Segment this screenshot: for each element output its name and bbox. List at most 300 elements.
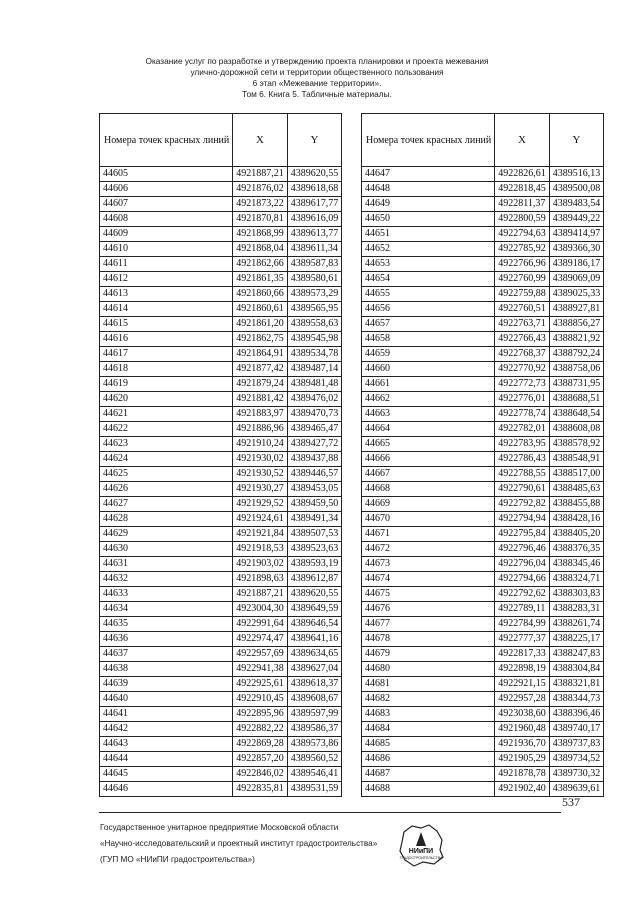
x-coordinate-cell: 4922760,99 bbox=[495, 272, 550, 287]
y-coordinate-cell: 4388303,83 bbox=[549, 587, 604, 602]
point-number-cell: 44645 bbox=[100, 767, 233, 782]
y-coordinate-cell: 4389483,54 bbox=[549, 197, 604, 212]
y-coordinate-cell: 4388396,46 bbox=[549, 707, 604, 722]
point-number-cell: 44646 bbox=[100, 782, 233, 797]
y-coordinate-cell: 4389481,48 bbox=[287, 377, 342, 392]
x-coordinate-cell: 4921930,52 bbox=[233, 467, 288, 482]
y-coordinate-cell: 4389646,54 bbox=[287, 617, 342, 632]
y-coordinate-cell: 4389500,08 bbox=[549, 182, 604, 197]
y-coordinate-cell: 4389618,68 bbox=[287, 182, 342, 197]
y-coordinate-cell: 4389186,17 bbox=[549, 257, 604, 272]
table-row bbox=[100, 317, 342, 332]
point-number-cell: 44655 bbox=[362, 287, 495, 302]
point-number-cell: 44662 bbox=[362, 392, 495, 407]
y-coordinate-cell: 4389740,17 bbox=[549, 722, 604, 737]
x-coordinate-cell: 4922794,94 bbox=[495, 512, 550, 527]
x-coordinate-cell: 4922763,71 bbox=[495, 317, 550, 332]
x-coordinate-cell: 4922835,81 bbox=[233, 782, 288, 797]
table-row bbox=[100, 677, 342, 692]
x-coordinate-cell: 4921898,63 bbox=[233, 572, 288, 587]
x-coordinate-cell: 4922921,15 bbox=[495, 677, 550, 692]
point-number-cell: 44669 bbox=[362, 497, 495, 512]
table-row bbox=[100, 782, 342, 797]
y-coordinate-cell: 4388455,88 bbox=[549, 497, 604, 512]
table-row bbox=[100, 737, 342, 752]
point-number-cell: 44675 bbox=[362, 587, 495, 602]
x-coordinate-cell: 4921910,24 bbox=[233, 437, 288, 452]
header-line-3: 6 этап «Межевание территории». bbox=[252, 78, 382, 88]
table-row bbox=[100, 287, 342, 302]
table-row bbox=[100, 557, 342, 572]
x-coordinate-cell: 4922783,95 bbox=[495, 437, 550, 452]
footer-line-1: Государственное унитарное предприятие Московской области bbox=[100, 823, 339, 832]
point-number-cell: 44608 bbox=[100, 212, 233, 227]
table-row bbox=[362, 647, 604, 662]
point-number-cell: 44620 bbox=[100, 392, 233, 407]
y-coordinate-cell: 4389573,86 bbox=[287, 737, 342, 752]
table-row bbox=[362, 617, 604, 632]
x-coordinate-cell: 4922785,92 bbox=[495, 242, 550, 257]
table-row bbox=[362, 272, 604, 287]
table-row bbox=[362, 212, 604, 227]
table-row bbox=[362, 197, 604, 212]
table-row bbox=[362, 347, 604, 362]
point-number-cell: 44681 bbox=[362, 677, 495, 692]
point-number-cell: 44610 bbox=[100, 242, 233, 257]
point-number-cell: 44676 bbox=[362, 602, 495, 617]
table-row bbox=[362, 737, 604, 752]
x-coordinate-cell: 4922826,61 bbox=[495, 167, 550, 182]
x-coordinate-cell: 4921918,53 bbox=[233, 542, 288, 557]
y-coordinate-cell: 4389616,09 bbox=[287, 212, 342, 227]
x-coordinate-cell: 4921864,91 bbox=[233, 347, 288, 362]
point-number-cell: 44616 bbox=[100, 332, 233, 347]
y-coordinate-cell: 4389593,19 bbox=[287, 557, 342, 572]
y-coordinate-cell: 4389470,73 bbox=[287, 407, 342, 422]
x-coordinate-cell: 4921921,84 bbox=[233, 527, 288, 542]
x-coordinate-cell: 4921862,66 bbox=[233, 257, 288, 272]
x-coordinate-cell: 4922957,28 bbox=[495, 692, 550, 707]
point-number-cell: 44629 bbox=[100, 527, 233, 542]
point-number-cell: 44618 bbox=[100, 362, 233, 377]
logo-text: НИиПИ bbox=[408, 848, 434, 855]
x-coordinate-cell: 4922766,43 bbox=[495, 332, 550, 347]
table-row bbox=[362, 482, 604, 497]
point-number-cell: 44659 bbox=[362, 347, 495, 362]
x-coordinate-cell: 4921903,02 bbox=[233, 557, 288, 572]
point-number-cell: 44657 bbox=[362, 317, 495, 332]
table-row bbox=[362, 407, 604, 422]
x-coordinate-cell: 4922768,37 bbox=[495, 347, 550, 362]
point-number-cell: 44612 bbox=[100, 272, 233, 287]
y-coordinate-cell: 4388345,46 bbox=[549, 557, 604, 572]
y-coordinate-cell: 4389565,95 bbox=[287, 302, 342, 317]
x-coordinate-cell: 4922974,47 bbox=[233, 632, 288, 647]
point-number-cell: 44605 bbox=[100, 167, 233, 182]
x-coordinate-cell: 4921868,04 bbox=[233, 242, 288, 257]
point-number-cell: 44643 bbox=[100, 737, 233, 752]
x-coordinate-cell: 4921861,20 bbox=[233, 317, 288, 332]
point-number-cell: 44668 bbox=[362, 482, 495, 497]
table-row bbox=[100, 182, 342, 197]
table-row bbox=[362, 752, 604, 767]
point-number-cell: 44678 bbox=[362, 632, 495, 647]
y-coordinate-cell: 4389523,63 bbox=[287, 542, 342, 557]
y-coordinate-cell: 4389573,29 bbox=[287, 287, 342, 302]
table-row bbox=[362, 512, 604, 527]
y-coordinate-cell: 4389546,41 bbox=[287, 767, 342, 782]
y-coordinate-cell: 4389611,34 bbox=[287, 242, 342, 257]
x-coordinate-cell: 4922776,01 bbox=[495, 392, 550, 407]
point-number-cell: 44628 bbox=[100, 512, 233, 527]
x-coordinate-cell: 4921929,52 bbox=[233, 497, 288, 512]
table-row bbox=[100, 542, 342, 557]
y-coordinate-cell: 4389446,57 bbox=[287, 467, 342, 482]
y-coordinate-cell: 4389641,16 bbox=[287, 632, 342, 647]
point-number-cell: 44667 bbox=[362, 467, 495, 482]
table-row bbox=[362, 317, 604, 332]
y-coordinate-cell: 4388578,92 bbox=[549, 437, 604, 452]
x-coordinate-cell: 4921877,42 bbox=[233, 362, 288, 377]
point-number-cell: 44624 bbox=[100, 452, 233, 467]
table-row bbox=[362, 332, 604, 347]
x-coordinate-cell: 4921936,70 bbox=[495, 737, 550, 752]
point-number-cell: 44625 bbox=[100, 467, 233, 482]
point-number-cell: 44677 bbox=[362, 617, 495, 632]
point-number-cell: 44663 bbox=[362, 407, 495, 422]
logo-subtext: ГРАДОСТРОИТЕЛЬСТВА bbox=[399, 856, 443, 860]
point-number-cell: 44673 bbox=[362, 557, 495, 572]
point-number-cell: 44617 bbox=[100, 347, 233, 362]
y-coordinate-cell: 4389476,02 bbox=[287, 392, 342, 407]
y-coordinate-cell: 4388247,83 bbox=[549, 647, 604, 662]
table-row bbox=[362, 632, 604, 647]
x-coordinate-cell: 4922760,51 bbox=[495, 302, 550, 317]
x-coordinate-cell: 4921860,66 bbox=[233, 287, 288, 302]
point-number-cell: 44652 bbox=[362, 242, 495, 257]
y-coordinate-cell: 4389620,55 bbox=[287, 167, 342, 182]
point-number-cell: 44661 bbox=[362, 377, 495, 392]
y-coordinate-cell: 4389634,65 bbox=[287, 647, 342, 662]
table-row bbox=[100, 617, 342, 632]
table-row bbox=[100, 452, 342, 467]
x-coordinate-cell: 4922789,11 bbox=[495, 602, 550, 617]
table-row bbox=[362, 722, 604, 737]
header-line-1: Оказание услуг по разработке и утверждению проекта планировки и проекта межевания bbox=[145, 56, 489, 66]
y-coordinate-cell: 4389507,53 bbox=[287, 527, 342, 542]
x-coordinate-cell: 4922782,01 bbox=[495, 422, 550, 437]
x-coordinate-cell: 4922792,82 bbox=[495, 497, 550, 512]
table-row bbox=[362, 242, 604, 257]
table-row bbox=[362, 662, 604, 677]
x-coordinate-cell: 4921887,21 bbox=[233, 167, 288, 182]
point-number-cell: 44627 bbox=[100, 497, 233, 512]
y-coordinate-cell: 4389449,22 bbox=[549, 212, 604, 227]
y-coordinate-cell: 4389620,55 bbox=[287, 587, 342, 602]
y-coordinate-cell: 4389618,37 bbox=[287, 677, 342, 692]
y-coordinate-cell: 4389487,14 bbox=[287, 362, 342, 377]
table-row bbox=[100, 212, 342, 227]
y-coordinate-cell: 4389613,77 bbox=[287, 227, 342, 242]
point-number-cell: 44674 bbox=[362, 572, 495, 587]
y-coordinate-cell: 4388927,81 bbox=[549, 302, 604, 317]
x-coordinate-cell: 4922846,02 bbox=[233, 767, 288, 782]
table-row bbox=[100, 587, 342, 602]
table-row bbox=[100, 407, 342, 422]
y-coordinate-cell: 4388376,35 bbox=[549, 542, 604, 557]
y-coordinate-cell: 4389558,63 bbox=[287, 317, 342, 332]
y-coordinate-cell: 4388821,92 bbox=[549, 332, 604, 347]
x-coordinate-cell: 4922882,22 bbox=[233, 722, 288, 737]
y-coordinate-cell: 4388731,95 bbox=[549, 377, 604, 392]
table-row bbox=[362, 602, 604, 617]
x-coordinate-cell: 4921879,24 bbox=[233, 377, 288, 392]
y-coordinate-cell: 4389465,47 bbox=[287, 422, 342, 437]
table-row bbox=[100, 437, 342, 452]
x-coordinate-cell: 4922766,96 bbox=[495, 257, 550, 272]
table-row bbox=[362, 677, 604, 692]
table-row bbox=[362, 767, 604, 782]
table-row bbox=[362, 527, 604, 542]
x-coordinate-cell: 4921887,21 bbox=[233, 587, 288, 602]
table-row bbox=[100, 632, 342, 647]
point-number-cell: 44626 bbox=[100, 482, 233, 497]
y-coordinate-cell: 4388648,54 bbox=[549, 407, 604, 422]
y-coordinate-cell: 4388792,24 bbox=[549, 347, 604, 362]
table-row bbox=[100, 227, 342, 242]
point-number-cell: 44671 bbox=[362, 527, 495, 542]
x-coordinate-cell: 4921905,29 bbox=[495, 752, 550, 767]
table-row bbox=[100, 362, 342, 377]
x-coordinate-cell: 4921860,61 bbox=[233, 302, 288, 317]
point-number-cell: 44660 bbox=[362, 362, 495, 377]
table-row bbox=[100, 497, 342, 512]
x-coordinate-cell: 4923038,60 bbox=[495, 707, 550, 722]
header-y: Y bbox=[549, 114, 604, 167]
x-coordinate-cell: 4921878,78 bbox=[495, 767, 550, 782]
y-coordinate-cell: 4388324,71 bbox=[549, 572, 604, 587]
y-coordinate-cell: 4388283,31 bbox=[549, 602, 604, 617]
y-coordinate-cell: 4389491,34 bbox=[287, 512, 342, 527]
x-coordinate-cell: 4921861,35 bbox=[233, 272, 288, 287]
point-number-cell: 44606 bbox=[100, 182, 233, 197]
x-coordinate-cell: 4921883,97 bbox=[233, 407, 288, 422]
y-coordinate-cell: 4389612,87 bbox=[287, 572, 342, 587]
x-coordinate-cell: 4922869,28 bbox=[233, 737, 288, 752]
y-coordinate-cell: 4389639,61 bbox=[549, 782, 604, 797]
x-coordinate-cell: 4921960,48 bbox=[495, 722, 550, 737]
header-line-4: Том 6. Книга 5. Табличные материалы. bbox=[242, 89, 392, 99]
y-coordinate-cell: 4389453,05 bbox=[287, 482, 342, 497]
table-row bbox=[100, 662, 342, 677]
y-coordinate-cell: 4389069,09 bbox=[549, 272, 604, 287]
table-row bbox=[100, 482, 342, 497]
table-row bbox=[362, 557, 604, 572]
x-coordinate-cell: 4922941,38 bbox=[233, 662, 288, 677]
point-number-cell: 44658 bbox=[362, 332, 495, 347]
x-coordinate-cell: 4922794,66 bbox=[495, 572, 550, 587]
table-row bbox=[100, 512, 342, 527]
y-coordinate-cell: 4389560,52 bbox=[287, 752, 342, 767]
table-row bbox=[362, 542, 604, 557]
x-coordinate-cell: 4921868,99 bbox=[233, 227, 288, 242]
table-row bbox=[100, 767, 342, 782]
y-coordinate-cell: 4388225,17 bbox=[549, 632, 604, 647]
point-number-cell: 44649 bbox=[362, 197, 495, 212]
y-coordinate-cell: 4389586,37 bbox=[287, 722, 342, 737]
table-row bbox=[100, 197, 342, 212]
table-row bbox=[362, 302, 604, 317]
point-number-cell: 44611 bbox=[100, 257, 233, 272]
x-coordinate-cell: 4921876,02 bbox=[233, 182, 288, 197]
point-number-cell: 44642 bbox=[100, 722, 233, 737]
table-header-row bbox=[362, 114, 604, 167]
x-coordinate-cell: 4922786,43 bbox=[495, 452, 550, 467]
document-header bbox=[0, 56, 634, 100]
y-coordinate-cell: 4388517,00 bbox=[549, 467, 604, 482]
x-coordinate-cell: 4922796,46 bbox=[495, 542, 550, 557]
table-row bbox=[362, 587, 604, 602]
table-row bbox=[100, 242, 342, 257]
table-row bbox=[100, 392, 342, 407]
table-row bbox=[100, 347, 342, 362]
document-footer bbox=[100, 820, 377, 868]
point-number-cell: 44679 bbox=[362, 647, 495, 662]
table-row bbox=[362, 377, 604, 392]
y-coordinate-cell: 4389627,04 bbox=[287, 662, 342, 677]
point-number-cell: 44651 bbox=[362, 227, 495, 242]
point-number-cell: 44654 bbox=[362, 272, 495, 287]
point-number-cell: 44630 bbox=[100, 542, 233, 557]
table-row bbox=[100, 272, 342, 287]
x-coordinate-cell: 4922957,69 bbox=[233, 647, 288, 662]
x-coordinate-cell: 4921930,02 bbox=[233, 452, 288, 467]
header-point-number: Номера точек красных линий bbox=[362, 114, 495, 167]
point-number-cell: 44656 bbox=[362, 302, 495, 317]
y-coordinate-cell: 4388261,74 bbox=[549, 617, 604, 632]
table-header-row bbox=[100, 114, 342, 167]
table-row bbox=[100, 332, 342, 347]
point-number-cell: 44634 bbox=[100, 602, 233, 617]
point-number-cell: 44621 bbox=[100, 407, 233, 422]
y-coordinate-cell: 4389437,88 bbox=[287, 452, 342, 467]
page-number: 537 bbox=[562, 795, 580, 809]
table-row bbox=[100, 257, 342, 272]
point-number-cell: 44687 bbox=[362, 767, 495, 782]
x-coordinate-cell: 4921886,96 bbox=[233, 422, 288, 437]
y-coordinate-cell: 4389534,78 bbox=[287, 347, 342, 362]
x-coordinate-cell: 4922925,61 bbox=[233, 677, 288, 692]
table-row bbox=[362, 452, 604, 467]
table-row bbox=[100, 527, 342, 542]
y-coordinate-cell: 4388485,63 bbox=[549, 482, 604, 497]
x-coordinate-cell: 4922800,59 bbox=[495, 212, 550, 227]
point-number-cell: 44688 bbox=[362, 782, 495, 797]
point-number-cell: 44680 bbox=[362, 662, 495, 677]
y-coordinate-cell: 4389414,97 bbox=[549, 227, 604, 242]
point-number-cell: 44682 bbox=[362, 692, 495, 707]
point-number-cell: 44686 bbox=[362, 752, 495, 767]
coordinates-table-right bbox=[361, 113, 604, 797]
point-number-cell: 44648 bbox=[362, 182, 495, 197]
table-row bbox=[100, 722, 342, 737]
point-number-cell: 44665 bbox=[362, 437, 495, 452]
x-coordinate-cell: 4921881,42 bbox=[233, 392, 288, 407]
header-x: X bbox=[495, 114, 550, 167]
y-coordinate-cell: 4389025,33 bbox=[549, 287, 604, 302]
table-row bbox=[362, 257, 604, 272]
point-number-cell: 44647 bbox=[362, 167, 495, 182]
point-number-cell: 44641 bbox=[100, 707, 233, 722]
point-number-cell: 44623 bbox=[100, 437, 233, 452]
table-row bbox=[362, 422, 604, 437]
x-coordinate-cell: 4921930,27 bbox=[233, 482, 288, 497]
table-row bbox=[362, 167, 604, 182]
point-number-cell: 44650 bbox=[362, 212, 495, 227]
x-coordinate-cell: 4922818,45 bbox=[495, 182, 550, 197]
x-coordinate-cell: 4922796,04 bbox=[495, 557, 550, 572]
point-number-cell: 44632 bbox=[100, 572, 233, 587]
x-coordinate-cell: 4923004,30 bbox=[233, 602, 288, 617]
point-number-cell: 44635 bbox=[100, 617, 233, 632]
y-coordinate-cell: 4389608,67 bbox=[287, 692, 342, 707]
y-coordinate-cell: 4389737,83 bbox=[549, 737, 604, 752]
y-coordinate-cell: 4388405,20 bbox=[549, 527, 604, 542]
header-point-number: Номера точек красных линий bbox=[100, 114, 233, 167]
x-coordinate-cell: 4921862,75 bbox=[233, 332, 288, 347]
x-coordinate-cell: 4922792,62 bbox=[495, 587, 550, 602]
point-number-cell: 44670 bbox=[362, 512, 495, 527]
x-coordinate-cell: 4922777,37 bbox=[495, 632, 550, 647]
x-coordinate-cell: 4922772,73 bbox=[495, 377, 550, 392]
x-coordinate-cell: 4922795,84 bbox=[495, 527, 550, 542]
table-row bbox=[100, 692, 342, 707]
x-coordinate-cell: 4921902,40 bbox=[495, 782, 550, 797]
point-number-cell: 44615 bbox=[100, 317, 233, 332]
point-number-cell: 44672 bbox=[362, 542, 495, 557]
x-coordinate-cell: 4922770,92 bbox=[495, 362, 550, 377]
x-coordinate-cell: 4922759,88 bbox=[495, 287, 550, 302]
table-row bbox=[100, 707, 342, 722]
table-row bbox=[100, 572, 342, 587]
point-number-cell: 44639 bbox=[100, 677, 233, 692]
x-coordinate-cell: 4922778,74 bbox=[495, 407, 550, 422]
point-number-cell: 44684 bbox=[362, 722, 495, 737]
x-coordinate-cell: 4922991,64 bbox=[233, 617, 288, 632]
header-y: Y bbox=[287, 114, 342, 167]
point-number-cell: 44685 bbox=[362, 737, 495, 752]
point-number-cell: 44631 bbox=[100, 557, 233, 572]
y-coordinate-cell: 4389734,52 bbox=[549, 752, 604, 767]
institute-logo bbox=[396, 822, 446, 868]
table-row bbox=[362, 437, 604, 452]
table-row bbox=[362, 692, 604, 707]
point-number-cell: 44640 bbox=[100, 692, 233, 707]
x-coordinate-cell: 4922794,63 bbox=[495, 227, 550, 242]
y-coordinate-cell: 4389531,59 bbox=[287, 782, 342, 797]
table-row bbox=[100, 377, 342, 392]
table-row bbox=[100, 602, 342, 617]
point-number-cell: 44666 bbox=[362, 452, 495, 467]
point-number-cell: 44614 bbox=[100, 302, 233, 317]
y-coordinate-cell: 4389617,77 bbox=[287, 197, 342, 212]
y-coordinate-cell: 4388321,81 bbox=[549, 677, 604, 692]
table-row bbox=[362, 497, 604, 512]
y-coordinate-cell: 4389459,50 bbox=[287, 497, 342, 512]
building-icon bbox=[416, 832, 426, 846]
header-line-2: улично-дорожной сети и территории общественного пользования bbox=[190, 67, 444, 77]
y-coordinate-cell: 4388304,84 bbox=[549, 662, 604, 677]
